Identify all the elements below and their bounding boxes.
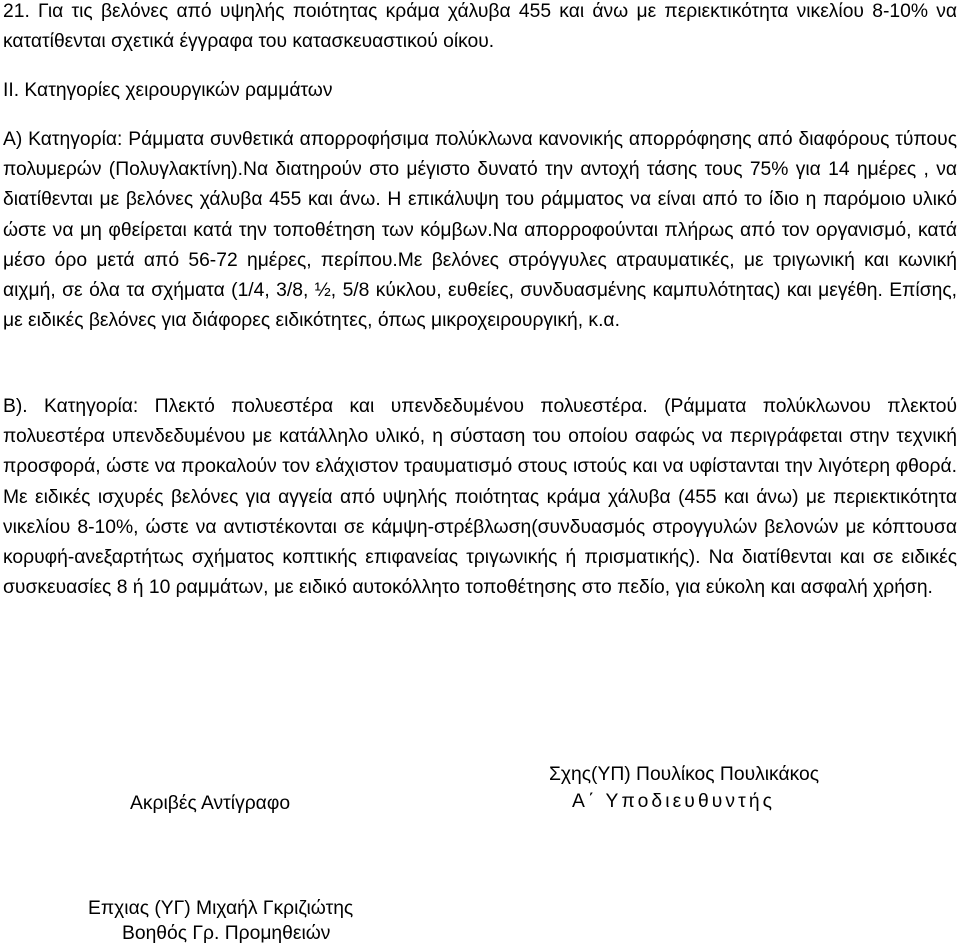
- signature-bottom-role: Βοηθός Γρ. Προμηθειών: [122, 923, 331, 944]
- section-2-heading: ΙΙ. Κατηγορίες χειρουργικών ραμμάτων: [3, 80, 333, 101]
- section-21-paragraph: 21. Για τις βελόνες από υψηλής ποιότητας κράμα χάλυβα 455 και άνω με περιεκτικότητα νικελίου 8-10% να κατατίθενται σχετικά έγγραφα του κατασκευαστικού οίκου.: [3, 1, 957, 53]
- certified-copy-label: Ακριβές Αντίγραφο: [130, 793, 291, 814]
- signature-right-name: Σχης(ΥΠ) Πουλίκος Πουλικάκος: [549, 764, 820, 785]
- signature-right-role: Α΄ Υποδιευθυντής: [572, 791, 776, 812]
- signature-bottom-name: Επχιας (ΥΓ) Μιχαήλ Γκριζιώτης: [88, 898, 354, 919]
- category-a-paragraph: Α) Κατηγορία: Ράμματα συνθετικά απορροφήσιμα πολύκλωνα κανονικής απορρόφησης από διαφόρους τύπους πολυμερών (Πολυγλακτίνη).Να διατηρούν στο μέγιστο δυνατό την αντοχή τάσης τους 75% για 14 ημέρες , να διατίθενται με βελόνες χάλυβα 455 και άνω. Η επικάλυψη του ράμματος να είναι από το ίδιο η παρόμοιο υλικό ώστε να μη φθείρεται κατά την τοποθέτηση των κόμβων.Να απορροφούνται πλήρως από τον οργανισμό, κατά μέσο όρο μετά από 56-72 ημέρες, περίπου.Με βελόνες στρόγγυλες ατραυματικές, με τριγωνική και κωνική αιχμή, σε όλα τα σχήματα (1/4, 3/8, ½, 5/8 κύκλου, ευθείες, συνδυασμένης καμπυλότητας) και μεγέθη. Επίσης, με ειδικές βελόνες για διάφορες ειδικότητες, όπως μικροχειρουργική, κ.α.: [3, 129, 957, 332]
- category-b-paragraph: Β). Κατηγορία: Πλεκτό πολυεστέρα και υπενδεδυμένου πολυεστέρα. (Ράμματα πολύκλωνου πλεκτού πολυεστέρα υπενδεδυμένου με κατάλληλο υλικό, η σύσταση του οποίου σαφώς να περιγράφεται στην τεχνική προσφορά, ώστε να προκαλούν τον ελάχιστον τραυματισμό στους ιστούς και να υφίστανται την λιγότερη φθορά. Με ειδικές ισχυρές βελόνες για αγγεία από υψηλής ποιότητας κράμα χάλυβα (455 και άνω) με περιεκτικότητα νικελίου 8-10%, ώστε να αντιστέκονται σε κάμψη-στρέβλωση(συνδυασμός στρογγυλών βελονών με κόπτουσα κορυφή-ανεξαρτήτως σχήματος κοπτικής επιφανείας τριγωνικής ή πρισματικής). Να διατίθενται και σε ειδικές συσκευασίες 8 ή 10 ραμμάτων, με ειδικό αυτοκόλλητο τοποθέτησης στο πεδίο, για εύκολη και ασφαλή χρήση.: [3, 396, 957, 599]
